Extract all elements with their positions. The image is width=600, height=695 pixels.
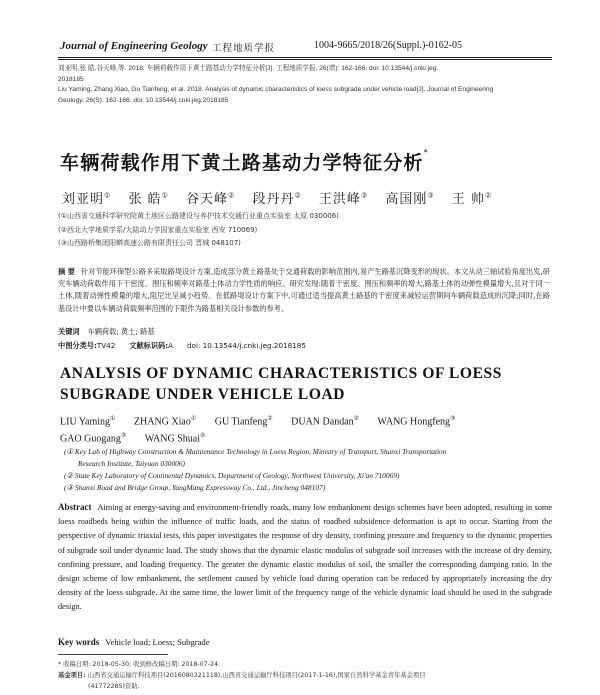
footnote-rule xyxy=(58,654,168,655)
author-cn: 王 帅② xyxy=(451,191,493,207)
affiliation-cn: (①山西省交通科学研究院黄土地区公路建设与养护技术交通行业重点实验室 太原 030006) xyxy=(58,212,339,220)
abstract-en-text: Aiming at energy-saving and environment-friendly roads, many low embankment design schemes have been adopted, resulting in some loess roadbeds being within the influence of traffic loads, and the status of roadbed subsidence deformation is apt to occur. Starting from the perspective of dynamic triaxial tests, this paper investigates the response of dry density, confining pressure and frequency to the dynamic properties of subgrade soil under dynamic load. The study shows that the dynamic elastic modulus of subgrade soil increases with the increase of dry density, confining pressure, and loading frequency. The greater the dynamic elastic modulus of soil, the smaller the corresponding damping ratio. In the design scheme of low embankment, the settlement caused by vehicle load during operation can be reduced by appropriately increasing the dry density of the loess subgrade. At the same time, the lower limit of the frequency range of the vehicle dynamic load should be used in the subgrade design. xyxy=(58,503,552,612)
issue-info: 1004-9665/2018/26(Suppl.)-0162-05 xyxy=(314,40,463,51)
keywords-en-label: Key words xyxy=(58,637,100,647)
citation-en-line2: Geology, 26(S): 162-166. doi: 10.13544/j.cnki.jeg.2018185 xyxy=(58,96,229,104)
title-cn xyxy=(60,148,429,175)
affiliation-cn: (③山西路桥集团阳蟒高速公路有限责任公司 晋城 048107) xyxy=(58,239,241,247)
author-en: ZHANG Xiao① xyxy=(133,416,197,428)
author-en: GU Tianfeng② xyxy=(214,416,273,428)
abstract-en-label: Abstract xyxy=(58,502,92,512)
authors-cn xyxy=(62,188,504,207)
citation-en-line1: Liu Yaming, Zhang Xiao, Gu Tianfeng, et al. 2018. Analysis of dynamic characteristics of loess subgrade under vehicle load[J]. Journal of Engineering xyxy=(58,86,494,93)
citation-cn-line1: 刘亚明,张 皓,谷天峰,等. 2018. 车辆荷载作用下黄土路基动力学特征分析[J]. 工程地质学报, 26(增): 162-166. doi: 10.13544/j.cnki.jeg. xyxy=(58,65,439,72)
doc-code-value: A xyxy=(168,341,173,350)
abstract-en xyxy=(58,500,552,615)
author-en: LIU Yaming① xyxy=(60,416,116,428)
classification-line xyxy=(58,341,306,351)
abstract-cn-label: 摘 要 xyxy=(58,267,75,276)
citation-block xyxy=(58,64,548,106)
authors-en xyxy=(60,412,555,447)
affiliations-cn xyxy=(58,210,339,251)
clc-label: 中图分类号: xyxy=(58,341,97,350)
author-en: WANG Hongfeng③ xyxy=(377,416,456,428)
title-footnote-mark: * xyxy=(423,148,429,157)
journal-name-cn: 工程地质学报 xyxy=(212,43,276,54)
header-rule xyxy=(58,57,552,58)
footnote-fund-label: 基金项目: xyxy=(58,672,86,679)
keywords-cn xyxy=(58,327,155,337)
footnote-received: * 收稿日期: 2018-05-30; 收到修改稿日期: 2018-07-24. xyxy=(58,661,220,668)
keywords-cn-label: 关键词 xyxy=(58,327,80,336)
author-cn: 刘亚明① xyxy=(62,191,112,207)
clc-value: TV42 xyxy=(96,341,116,350)
author-cn: 张 皓① xyxy=(128,191,169,207)
footnote xyxy=(58,659,550,692)
doi: doi: 10.13544/j.cnki.jeg.2018185 xyxy=(187,341,306,350)
keywords-cn-text: 车辆荷载; 黄土; 路基 xyxy=(87,327,155,336)
author-cn: 王洪峰③ xyxy=(318,191,369,207)
header-rule-thin xyxy=(58,59,552,60)
affiliation-en: (③ Shanxi Road and Bridge Group, YangMang Expressway Co., Ltd., Jincheng 048107) xyxy=(64,483,326,492)
abstract-cn xyxy=(58,266,550,315)
affiliation-cn: (②西北大学地质学系/大陆动力学国家重点实验室 西安 710069) xyxy=(58,225,258,234)
affiliations-en xyxy=(64,446,552,494)
title-cn-text: 车辆荷载作用下黄土路基动力学特征分析 xyxy=(60,152,424,174)
affiliation-en: (① Key Lab of Highway Construction & Maintenance Technology in Loess Region, Ministry of Transport, Shanxi Transportation xyxy=(64,447,447,456)
author-cn: 谷天峰② xyxy=(186,191,236,207)
footnote-fund-text: 山西省交通运输厅科技项目(2016080321118),山西省交通运输厅科技项目(2017-1-16),国家自然科学基金青年基金项目 xyxy=(87,672,426,679)
keywords-en xyxy=(58,637,210,647)
running-header xyxy=(52,40,548,56)
author-en: DUAN Dandan② xyxy=(291,416,360,428)
affiliation-en: (② State Key Laboratory of Continental Dynamics, Department of Geology, Northwest University, Xi'an 710069) xyxy=(64,471,400,480)
author-en: WANG Shuai② xyxy=(144,433,206,445)
title-en: ANALYSIS OF DYNAMIC CHARACTERISTICS OF LOESS SUBGRADE UNDER VEHICLE LOAD xyxy=(60,365,502,403)
journal-name: Journal of Engineering Geology xyxy=(60,40,208,52)
affiliation-en: Research Institute, Taiyuan 030006) xyxy=(78,459,186,468)
abstract-cn-text: 针对节能环保型公路多采取路堤设计方案,造成部分黄土路基处于交通荷载的影响范围内,易产生路基沉降变形的现状。本文从动三轴试验角度出发,研究车辆动荷载作用下干密度、围压和频率对路基土体动力学性质的响应。研究发现:随着干密度、围压和频率的增大,路基土体的动弹性模量增大,且对于同一土体,随着动弹性模量的增大,阻尼比呈减小趋势。在低路堤设计方案下中,可通过适当提高黄土路基的干密度来减轻运营期间车辆荷载造成的沉降;同时,在路基设计中要以车辆动荷载频率范围的下限作为路基相关设计参数的参考。 xyxy=(58,267,550,313)
footnote-fund-text2: (41772285)资助. xyxy=(88,683,140,690)
author-en: GAO Guogang③ xyxy=(60,433,127,445)
author-cn: 段丹丹② xyxy=(252,191,302,207)
doc-code-label: 文献标识码: xyxy=(129,341,169,350)
author-cn: 高国刚③ xyxy=(385,191,435,207)
keywords-en-text: Vehicle load; Loess; Subgrade xyxy=(105,637,210,647)
citation-cn-line2: 2018185 xyxy=(58,75,84,83)
